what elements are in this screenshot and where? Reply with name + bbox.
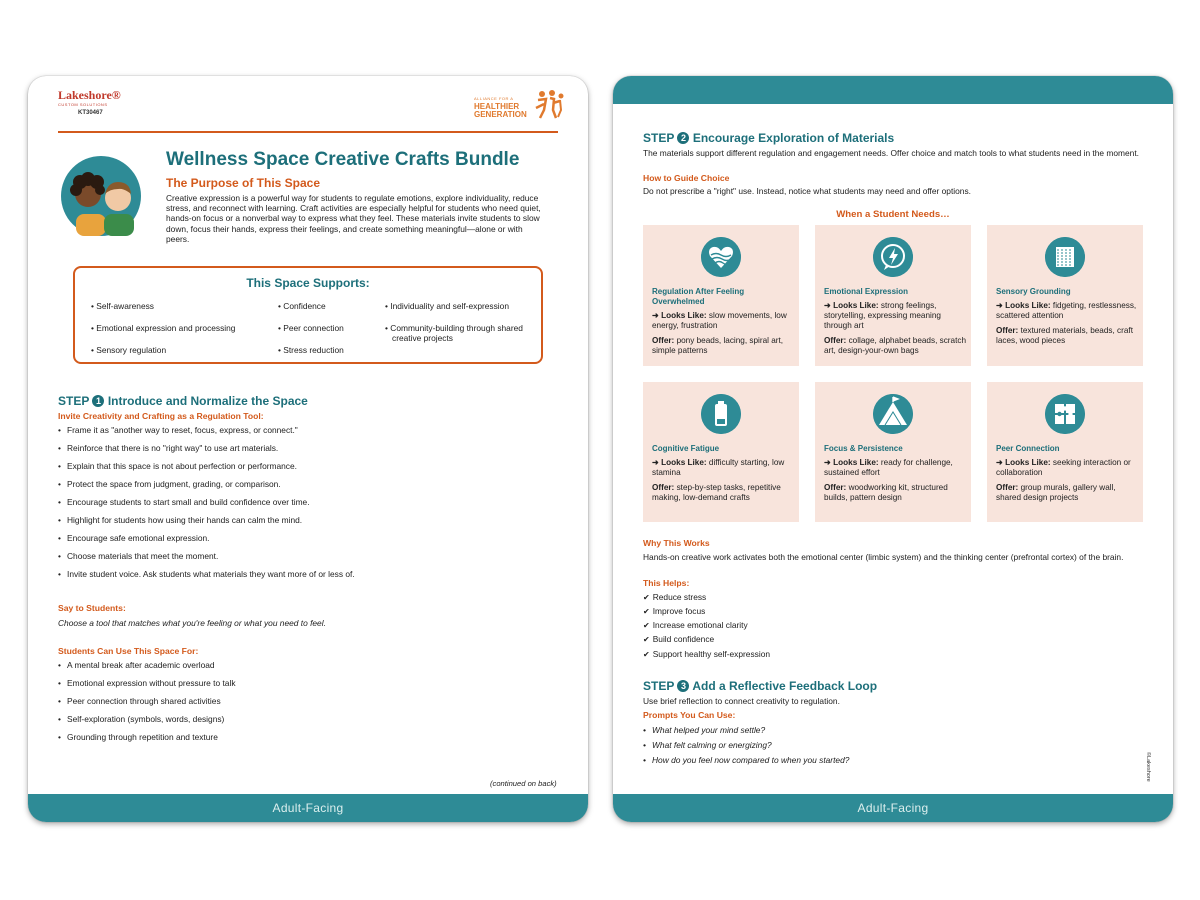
say-text: Choose a tool that matches what you're feeling or what you need to feel. (58, 618, 326, 628)
copyright-vertical: ©Lakeshore (1145, 752, 1151, 782)
need-offer: Offer: textured materials, beads, craft laces, wood pieces (996, 326, 1133, 345)
supports-title: This Space Supports: (246, 276, 370, 290)
support-item: • Self-awareness (91, 301, 154, 311)
list-item: • Peer connection through shared activities (58, 696, 221, 706)
use-heading: Students Can Use This Space For: (58, 646, 199, 656)
need-offer: Offer: group murals, gallery wall, shared design projects (996, 483, 1116, 502)
need-title: Cognitive Fatigue (652, 444, 720, 453)
need-card-cognitive (643, 382, 799, 522)
purpose-heading: The Purpose of This Space (166, 176, 321, 190)
when-heading: When a Student Needs… (836, 209, 950, 220)
continued-note: (continued on back) (490, 779, 557, 788)
check-item: ✔ Improve focus (643, 606, 705, 616)
list-item: • Emotional expression without pressure to talk (58, 678, 236, 688)
need-looks: ➜ Looks Like: ready for challenge, sustained effort (824, 458, 953, 477)
list-item: • Encourage safe emotional expression. (58, 533, 209, 543)
page-title: Wellness Space Creative Crafts Bundle (166, 149, 520, 170)
need-title: Regulation After Feeling Overwhelmed (652, 287, 745, 306)
list-item: • Encourage students to start small and build confidence over time. (58, 497, 310, 507)
need-card-regulation (643, 225, 799, 366)
check-item: ✔ Increase emotional clarity (643, 620, 748, 630)
support-item: • Peer connection (278, 323, 344, 333)
need-card-emotional (815, 225, 971, 366)
need-title: Emotional Expression (824, 287, 909, 296)
helps-heading: This Helps: (643, 578, 690, 588)
list-item: • Grounding through repetition and texture (58, 732, 218, 742)
list-item: • Protect the space from judgment, grading, or comparison. (58, 479, 281, 489)
need-title: Peer Connection (996, 444, 1060, 453)
need-looks: ➜ Looks Like: strong feelings, storytelling, expressing meaning through art (824, 301, 941, 330)
product-code: KT30467 (78, 110, 103, 116)
prompt-item: • What helped your mind settle? (643, 725, 765, 735)
why-text: Hands-on creative work activates both the emotional center (limbic system) and the thinking center (prefrontal cortex) of the brain. (643, 552, 1124, 562)
list-item: • Self-exploration (symbols, words, designs) (58, 714, 224, 724)
supports-box (73, 266, 543, 364)
need-title: Focus & Persistence (824, 444, 903, 453)
check-item: ✔ Build confidence (643, 634, 714, 644)
mountain-icon (873, 394, 913, 434)
texture-square-icon (1045, 237, 1085, 277)
check-item: ✔ Support healthy self-expression (643, 649, 770, 659)
step2-number: 2 (677, 132, 689, 144)
step2-heading: STEP 2 Encourage Exploration of Materials (643, 131, 895, 145)
need-looks: ➜ Looks Like: slow movements, low energy, frustration (652, 311, 787, 330)
partner-line1: ALLIANCE FOR A (474, 96, 514, 101)
prompt-item: • What felt calming or energizing? (643, 740, 772, 750)
partner-line2: HEALTHIER (474, 102, 520, 111)
step1-number: 1 (92, 395, 104, 407)
need-title: Sensory Grounding (996, 287, 1071, 296)
guide-text: Do not prescribe a "right" use. Instead, notice what students may need and offer options. (643, 186, 971, 196)
need-card-peer (987, 382, 1143, 522)
check-item: ✔ Reduce stress (643, 592, 706, 602)
need-looks: ➜ Looks Like: fidgeting, restlessness, scattered attention (996, 301, 1137, 320)
support-item: • Sensory regulation (91, 345, 166, 355)
support-item: • Community-building through shared creative projects (385, 323, 535, 343)
prompt-item: • How do you feel now compared to when you started? (643, 755, 849, 765)
need-card-focus (815, 382, 971, 522)
list-item: • A mental break after academic overload (58, 660, 215, 670)
list-item: • Reinforce that there is no "right way" to use art materials. (58, 443, 278, 453)
step2-intro: The materials support different regulation and engagement needs. Offer choice and match tools to what students need in the moment. (643, 148, 1139, 158)
header-rule (58, 131, 558, 133)
heart-waves-icon (701, 237, 741, 277)
lakeshore-sub: CUSTOM SOLUTIONS (58, 102, 108, 107)
support-item: • Confidence (278, 301, 326, 311)
say-heading: Say to Students: (58, 603, 126, 613)
why-heading: Why This Works (643, 538, 710, 548)
need-card-sensory (987, 225, 1143, 366)
header-band (613, 76, 1173, 104)
need-offer: Offer: pony beads, lacing, spiral art, simple patterns (652, 336, 784, 355)
support-item: • Emotional expression and processing (91, 323, 235, 333)
front-card (28, 76, 588, 822)
puzzle-icon (1045, 394, 1085, 434)
guide-heading: How to Guide Choice (643, 173, 730, 183)
need-offer: Offer: step-by-step tasks, repetitive making, low-demand crafts (652, 483, 781, 502)
step1-heading: STEP 1 Introduce and Normalize the Space (58, 394, 308, 408)
purpose-text: Creative expression is a powerful way for students to regulate emotions, explore individuality, reduce stress, and reconnect with learning. Craft activities are especially helpful for students who need quiet, hands-on focus or a nonverbal way to express what they feel. These materials invite students to slow down, focus their hands, express their feelings, and create something meaningful—alone or with peers. (166, 193, 541, 244)
partner-line3: GENERATION (474, 110, 527, 119)
support-item: • Individuality and self-expression (385, 301, 535, 311)
lakeshore-logo: Lakeshore® (58, 88, 121, 102)
speech-bolt-icon (873, 237, 913, 277)
battery-icon (701, 394, 741, 434)
list-item: • Invite student voice. Ask students what materials they want more of or less of. (58, 569, 355, 579)
list-item: • Choose materials that meet the moment. (58, 551, 218, 561)
need-looks: ➜ Looks Like: seeking interaction or collaboration (996, 458, 1131, 477)
students-avatar-icon (58, 156, 144, 236)
footer-band: Adult-Facing (28, 794, 588, 822)
step3-intro: Use brief reflection to connect creativity to regulation. (643, 696, 840, 706)
need-offer: Offer: collage, alphabet beads, scratch art, design-your-own bags (824, 336, 967, 355)
list-item: • Frame it as "another way to reset, focus, express, or connect." (58, 425, 298, 435)
step3-heading: STEP 3 Add a Reflective Feedback Loop (643, 679, 878, 693)
step1-subheading: Invite Creativity and Crafting as a Regulation Tool: (58, 411, 264, 421)
back-card (613, 76, 1173, 822)
list-item: • Highlight for students how using their hands can calm the mind. (58, 515, 302, 525)
need-offer: Offer: woodworking kit, structured builds, pattern design (824, 483, 948, 502)
footer-band: Adult-Facing (613, 794, 1173, 822)
list-item: • Explain that this space is not about perfection or performance. (58, 461, 297, 471)
step3-number: 3 (677, 680, 689, 692)
support-item: • Stress reduction (278, 345, 344, 355)
need-looks: ➜ Looks Like: difficulty starting, low stamina (652, 458, 785, 477)
prompts-heading: Prompts You Can Use: (643, 710, 736, 720)
